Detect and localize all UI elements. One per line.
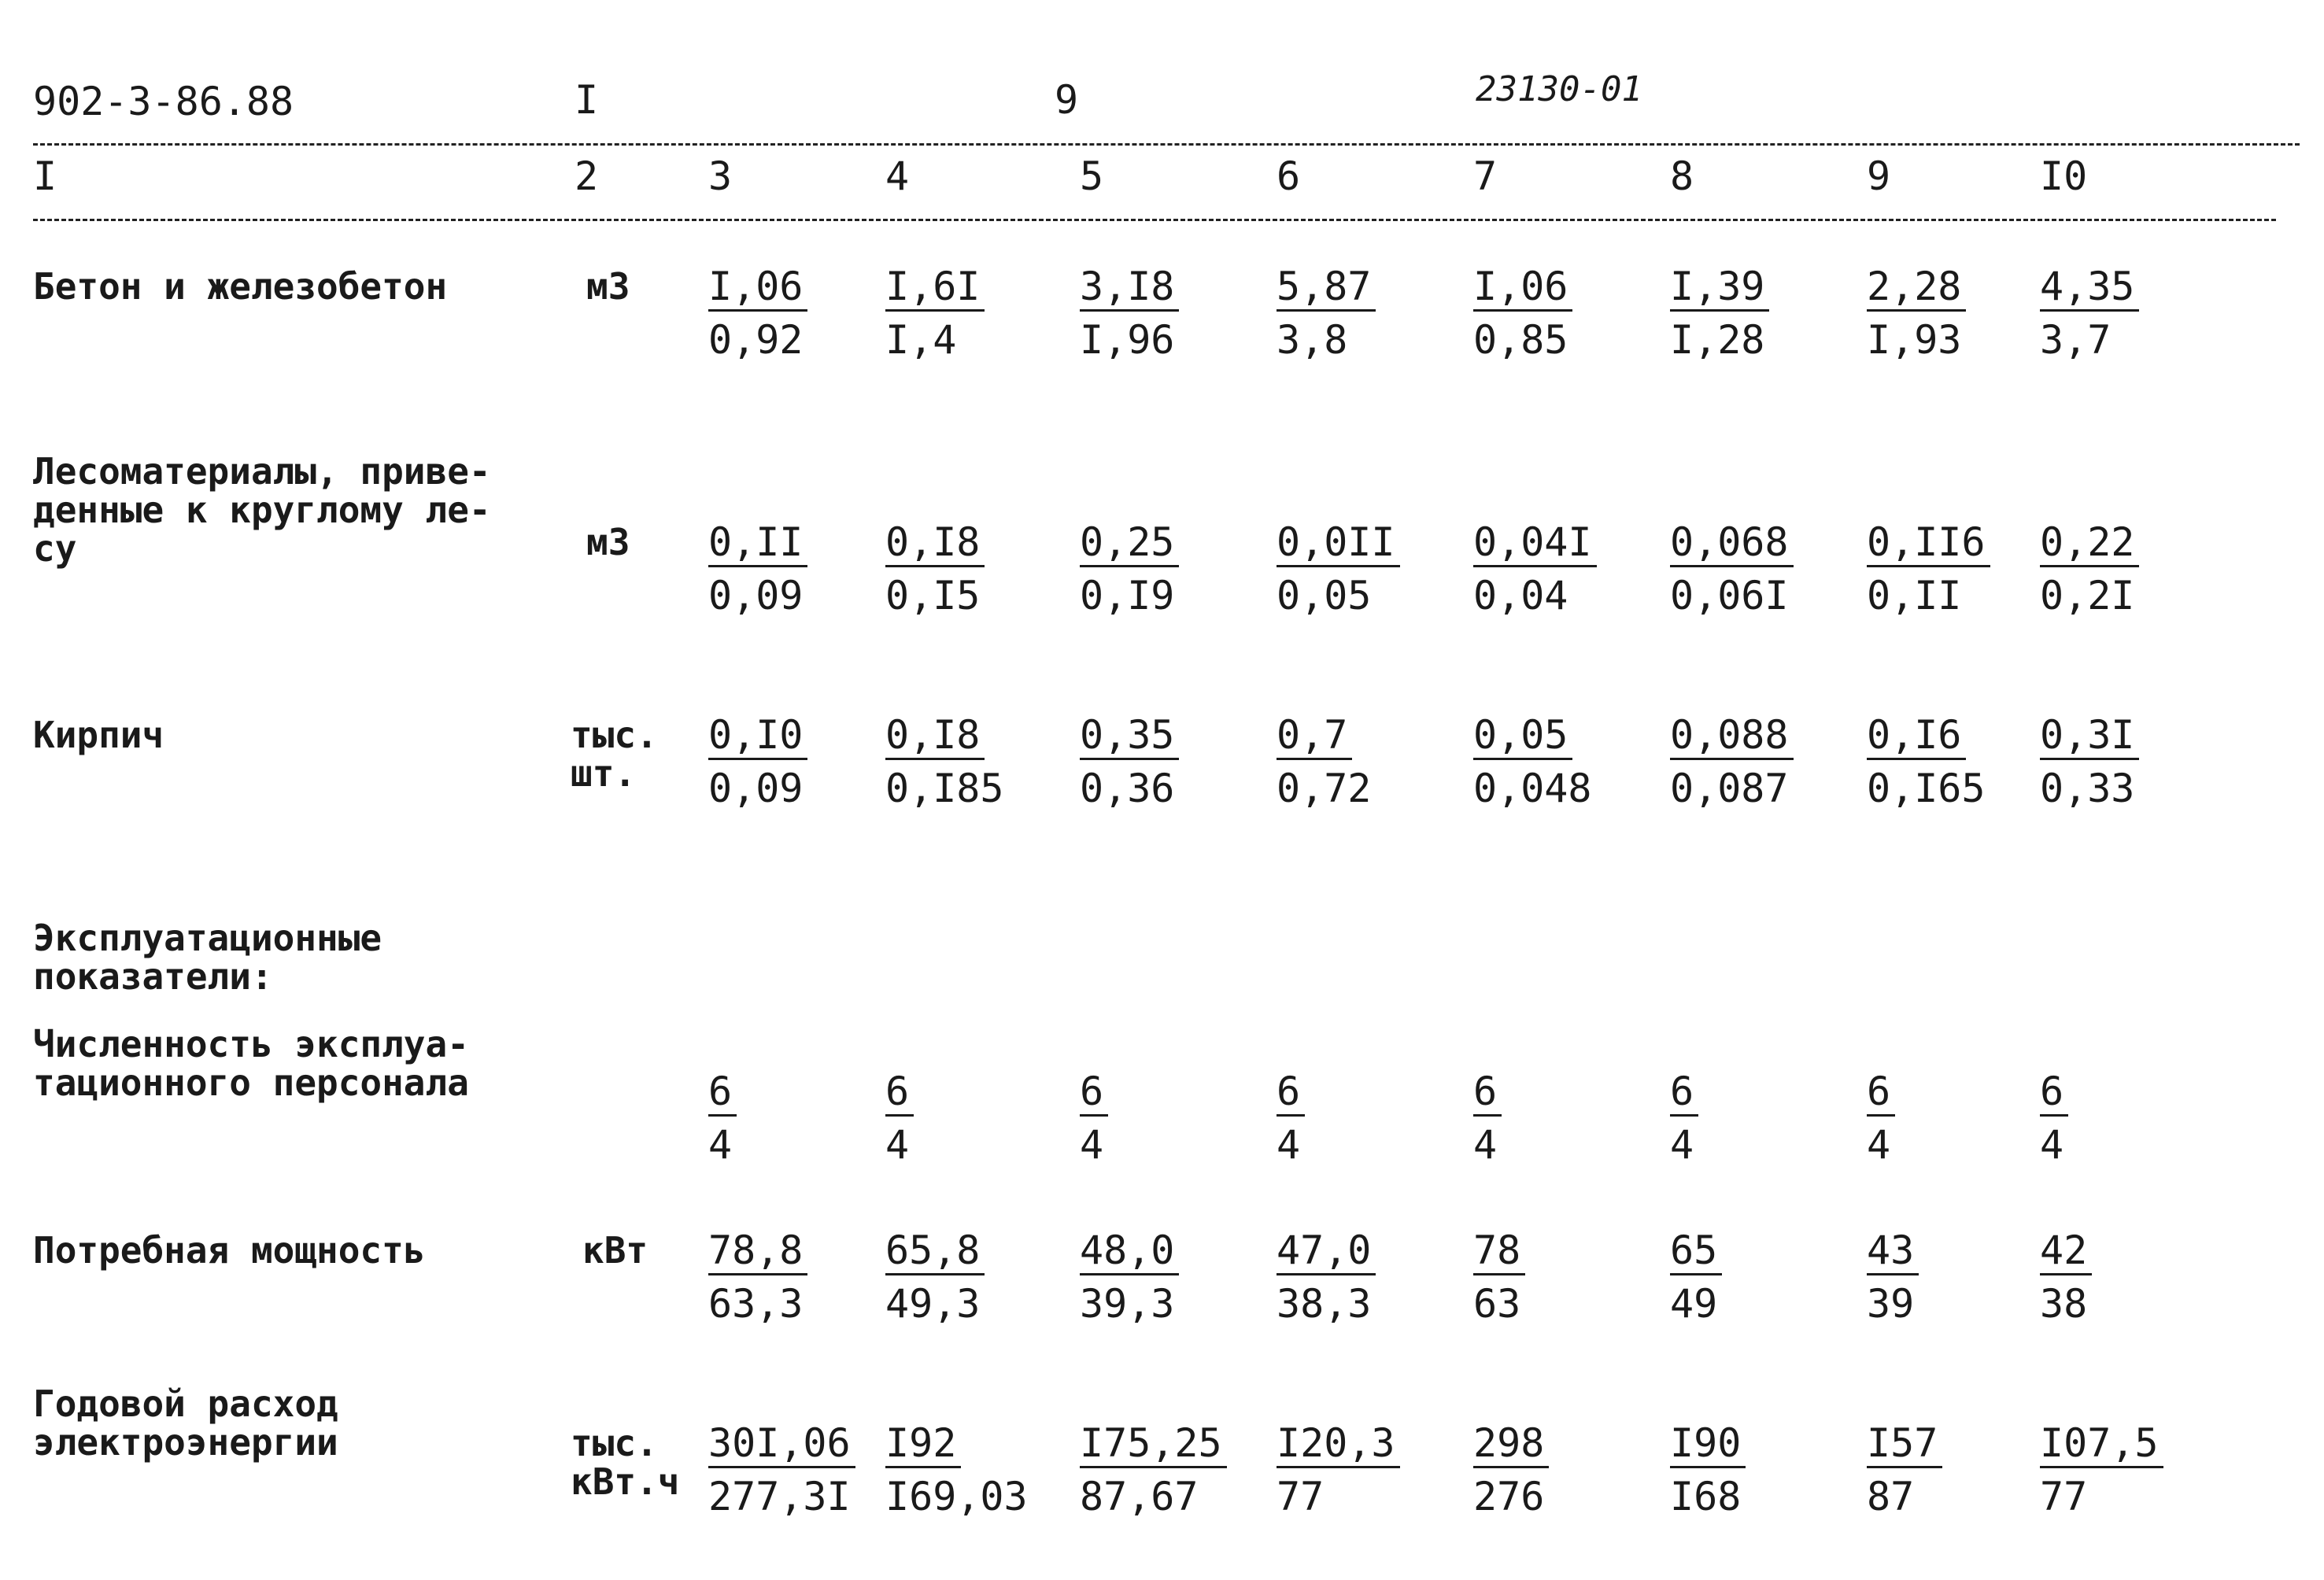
value-denominator: 0,I65	[1867, 766, 1986, 811]
value-denominator: 0,33	[2040, 766, 2135, 811]
value-numerator: 0,088	[1670, 712, 1794, 760]
row-unit-line: тыс.	[571, 1422, 658, 1464]
row-label-line: тационного персонала	[33, 1061, 469, 1104]
value-numerator: I,39	[1670, 264, 1769, 312]
value-denominator: 39,3	[1080, 1281, 1175, 1327]
value-denominator: 4	[1277, 1122, 1301, 1168]
row-label-line: су	[33, 527, 77, 570]
row-label-line: электроэнергии	[33, 1421, 338, 1464]
value-numerator: 0,II	[708, 519, 807, 567]
value-numerator: 298	[1473, 1420, 1549, 1468]
value-denominator: 49,3	[885, 1281, 981, 1327]
row-unit-line: кВт	[582, 1229, 648, 1272]
value-cell	[1867, 1224, 1919, 1331]
value-cell	[1080, 708, 1179, 815]
row-unit-line: м3	[586, 265, 630, 308]
value-cell	[1670, 515, 1794, 622]
value-denominator: 0,04	[1473, 573, 1568, 618]
value-cell	[1670, 708, 1794, 815]
value-numerator: 47,0	[1277, 1227, 1376, 1275]
value-numerator: 30I,06	[708, 1420, 855, 1468]
value-denominator: I,93	[1867, 317, 1962, 363]
value-numerator: I20,3	[1277, 1420, 1400, 1468]
value-cell	[1473, 1065, 1502, 1172]
value-numerator: 6	[1670, 1069, 1698, 1117]
value-cell	[708, 515, 807, 622]
header-bottom-rule	[33, 219, 2276, 221]
row-label-line: Численность эксплуа-	[33, 1023, 469, 1065]
value-cell	[1080, 1065, 1108, 1172]
column-header-9: 9	[1867, 153, 1891, 199]
value-numerator: 6	[2040, 1069, 2068, 1117]
value-denominator: 38	[2040, 1281, 2088, 1327]
value-cell	[2040, 708, 2139, 815]
value-numerator: I75,25	[1080, 1420, 1227, 1468]
value-numerator: 6	[1080, 1069, 1108, 1117]
value-denominator: 49	[1670, 1281, 1718, 1327]
row-unit	[571, 1424, 679, 1501]
value-denominator: 4	[1867, 1122, 1891, 1168]
value-numerator: 0,II6	[1867, 519, 1990, 567]
value-denominator: 77	[2040, 1474, 2088, 1519]
value-numerator: 78	[1473, 1227, 1525, 1275]
value-denominator: 4	[708, 1122, 733, 1168]
value-cell	[1670, 1416, 1746, 1523]
value-numerator: I,6I	[885, 264, 985, 312]
value-denominator: 4	[2040, 1122, 2064, 1168]
value-numerator: 0,I8	[885, 519, 985, 567]
value-cell	[1277, 1065, 1305, 1172]
value-denominator: 276	[1473, 1474, 1545, 1519]
value-denominator: I,4	[885, 317, 957, 363]
value-denominator: 87	[1867, 1474, 1915, 1519]
value-numerator: I90	[1670, 1420, 1746, 1468]
row-label-line: денные к круглому ле-	[33, 489, 491, 531]
value-denominator: I69,03	[885, 1474, 1028, 1519]
value-numerator: 0,I0	[708, 712, 807, 760]
value-cell	[1867, 708, 1986, 815]
value-numerator: 0,I8	[885, 712, 985, 760]
page-mark: I	[575, 77, 599, 123]
value-denominator: 0,85	[1473, 317, 1568, 363]
column-header-8: 8	[1670, 153, 1694, 199]
value-denominator: 39	[1867, 1281, 1915, 1327]
value-cell	[1080, 260, 1179, 367]
row-unit-line: кВт.ч	[571, 1460, 680, 1503]
value-cell	[708, 708, 807, 815]
value-cell	[708, 1416, 855, 1523]
value-cell	[1277, 515, 1400, 622]
value-denominator: I,96	[1080, 317, 1175, 363]
value-cell	[1277, 1224, 1376, 1331]
value-numerator: 0,3I	[2040, 712, 2139, 760]
row-label	[33, 919, 382, 996]
value-numerator: I,06	[1473, 264, 1572, 312]
value-cell	[2040, 1416, 2163, 1523]
column-header-3: 3	[708, 153, 733, 199]
value-cell	[708, 1065, 737, 1172]
column-header-1: I	[33, 153, 57, 199]
value-denominator: 0,I85	[885, 766, 1004, 811]
value-cell	[885, 1416, 1028, 1523]
row-label-line: Лесоматериалы, приве-	[33, 450, 491, 493]
value-denominator: 0,92	[708, 317, 804, 363]
value-denominator: 0,I5	[885, 573, 981, 618]
value-denominator: 4	[1670, 1122, 1694, 1168]
row-label	[33, 1231, 426, 1270]
value-denominator: 4	[885, 1122, 910, 1168]
column-header-4: 4	[885, 153, 910, 199]
value-numerator: 65,8	[885, 1227, 985, 1275]
value-denominator: 0,09	[708, 573, 804, 618]
value-numerator: 0,05	[1473, 712, 1572, 760]
value-cell	[1670, 1065, 1698, 1172]
value-denominator: 277,3I	[708, 1474, 851, 1519]
row-unit	[586, 265, 630, 308]
value-denominator: 0,048	[1473, 766, 1592, 811]
value-cell	[1867, 260, 1966, 367]
row-unit	[571, 716, 658, 793]
value-cell	[1867, 515, 1990, 622]
value-cell	[1277, 1416, 1400, 1523]
value-cell	[1867, 1416, 1942, 1523]
row-unit-line: шт.	[571, 752, 637, 795]
document-code: 902-3-86.88	[33, 79, 294, 124]
value-cell	[1670, 260, 1769, 367]
value-cell	[1670, 1224, 1722, 1331]
row-label-line: Бетон и железобетон	[33, 265, 448, 308]
value-numerator: 0,7	[1277, 712, 1352, 760]
row-unit-line: тыс.	[571, 714, 658, 756]
row-label	[33, 1382, 338, 1464]
row-unit-line: м3	[586, 521, 630, 563]
value-denominator: 0,06I	[1670, 573, 1789, 618]
value-cell	[1867, 1065, 1895, 1172]
value-denominator: 38,3	[1277, 1281, 1372, 1327]
value-denominator: 4	[1080, 1122, 1104, 1168]
row-unit	[582, 1231, 648, 1270]
value-numerator: 0,I6	[1867, 712, 1966, 760]
value-denominator: I,28	[1670, 317, 1765, 363]
value-numerator: 43	[1867, 1227, 1919, 1275]
value-cell	[1473, 515, 1597, 622]
value-numerator: 6	[708, 1069, 737, 1117]
value-numerator: 0,22	[2040, 519, 2139, 567]
value-numerator: 6	[1867, 1069, 1895, 1117]
value-numerator: 0,25	[1080, 519, 1179, 567]
row-label-line: Годовой расход	[33, 1382, 338, 1425]
row-label-line: Кирпич	[33, 714, 164, 756]
value-denominator: 77	[1277, 1474, 1325, 1519]
value-denominator: 0,36	[1080, 766, 1175, 811]
value-numerator: 48,0	[1080, 1227, 1179, 1275]
value-cell	[2040, 260, 2139, 367]
row-label-line: Эксплуатационные	[33, 917, 382, 959]
value-numerator: 5,87	[1277, 264, 1376, 312]
value-denominator: 3,7	[2040, 317, 2112, 363]
value-cell	[1080, 515, 1179, 622]
value-cell	[2040, 515, 2139, 622]
value-numerator: I92	[885, 1420, 961, 1468]
value-numerator: 0,35	[1080, 712, 1179, 760]
row-label-line: показатели:	[33, 955, 273, 998]
value-cell	[1080, 1416, 1227, 1523]
value-numerator: I07,5	[2040, 1420, 2163, 1468]
value-denominator: 0,II	[1867, 573, 1962, 618]
value-cell	[885, 1224, 985, 1331]
column-header-5: 5	[1080, 153, 1104, 199]
value-cell	[885, 260, 985, 367]
value-cell	[1473, 1416, 1549, 1523]
value-cell	[708, 260, 807, 367]
value-denominator: 4	[1473, 1122, 1498, 1168]
value-denominator: 0,I9	[1080, 573, 1175, 618]
value-denominator: 87,67	[1080, 1474, 1199, 1519]
column-header-2: 2	[575, 153, 599, 199]
value-denominator: 3,8	[1277, 317, 1348, 363]
value-numerator: 6	[1473, 1069, 1502, 1117]
value-cell	[1080, 1224, 1179, 1331]
value-cell	[1277, 708, 1371, 815]
value-numerator: 0,04I	[1473, 519, 1597, 567]
header-top-rule	[33, 143, 2300, 146]
value-numerator: 78,8	[708, 1227, 807, 1275]
row-label	[33, 265, 448, 308]
value-cell	[885, 515, 985, 622]
value-cell	[885, 1065, 914, 1172]
value-cell	[2040, 1065, 2068, 1172]
row-label	[33, 452, 491, 568]
column-header-6: 6	[1277, 153, 1301, 199]
value-cell	[1473, 708, 1592, 815]
inventory-number: 23130-01	[1476, 69, 1642, 109]
value-denominator: 63,3	[708, 1281, 804, 1327]
value-numerator: 0,0II	[1277, 519, 1400, 567]
sheet-number: 9	[1055, 77, 1079, 123]
row-label-line: Потребная мощность	[33, 1229, 426, 1272]
value-cell	[2040, 1224, 2092, 1331]
value-denominator: I68	[1670, 1474, 1742, 1519]
value-numerator: 65	[1670, 1227, 1722, 1275]
value-cell	[708, 1224, 807, 1331]
value-numerator: 6	[1277, 1069, 1305, 1117]
value-numerator: 6	[885, 1069, 914, 1117]
row-label	[33, 1025, 469, 1102]
value-denominator: 63	[1473, 1281, 1521, 1327]
value-denominator: 0,2I	[2040, 573, 2135, 618]
value-numerator: 0,068	[1670, 519, 1794, 567]
row-label	[33, 716, 164, 755]
value-cell	[885, 708, 1004, 815]
value-numerator: I57	[1867, 1420, 1942, 1468]
value-cell	[1277, 260, 1376, 367]
value-numerator: 2,28	[1867, 264, 1966, 312]
value-numerator: 42	[2040, 1227, 2092, 1275]
column-header-10: I0	[2040, 153, 2088, 199]
column-header-7: 7	[1473, 153, 1498, 199]
value-denominator: 0,05	[1277, 573, 1372, 618]
value-numerator: 4,35	[2040, 264, 2139, 312]
value-cell	[1473, 260, 1572, 367]
value-cell	[1473, 1224, 1525, 1331]
value-numerator: I,06	[708, 264, 807, 312]
value-denominator: 0,087	[1670, 766, 1789, 811]
value-numerator: 3,I8	[1080, 264, 1179, 312]
value-denominator: 0,72	[1277, 766, 1372, 811]
value-denominator: 0,09	[708, 766, 804, 811]
row-unit	[586, 523, 630, 562]
